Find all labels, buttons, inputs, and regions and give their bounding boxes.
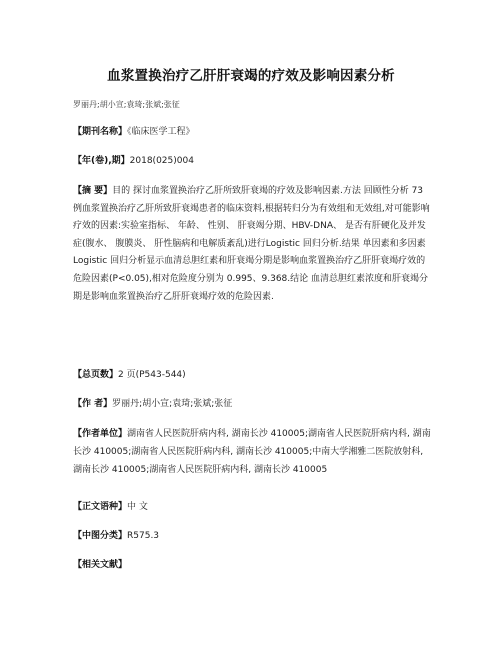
organization-label: 【作者单位】 [73,429,128,439]
year-issue-label: 【年(卷),期】 [73,156,130,166]
related-literature-label: 【相关文献】 [73,560,128,570]
classification-field [73,528,433,546]
authors-value: 罗丽丹;胡小宣;袁琦;张斌;张征 [112,399,233,409]
journal-value: 《临床医学工程》 [127,127,195,137]
language-label: 【正文语种】 [73,502,128,512]
year-issue-field [73,153,433,171]
abstract-text: 目的 探讨血浆置换治疗乙肝所致肝衰竭的疗效及影响因素.方法 回顾性分析 73 例血浆置换治疗乙肝所致肝衰竭患者的临床资料,根据转归分为有效组和无效组,对可能影响疗效的因素:实验室指标、 年龄、 性别、 肝衰竭分期、HBV-DNA、 是否有肝硬化及并发症(腹水、 腹膜炎、 肝性脑病和电解质紊乱)进行Logistic 回归分析.结果 单因素和多因素 Logistic 回归分析显示血清总胆红素和肝衰竭分期是影响血浆置换治疗乙肝肝衰竭疗效的危险因素(P<0.05),相对危险度分别为 0.995、9.368.结论 血清总胆红素浓度和肝衰竭分期是影响血浆置换治疗乙肝肝衰竭疗效的危险因素. [73,186,430,302]
author-list: 罗丽丹;胡小宣;袁琦;张斌;张征 [73,100,180,109]
organization-field [73,426,433,479]
language-value: 中 文 [127,502,148,512]
journal-label: 【期刊名称】 [73,127,128,137]
pages-label: 【总页数】 [73,370,119,380]
article-title: 血浆置换治疗乙肝肝衰竭的疗效及影响因素分析 [107,68,395,84]
authors-field [73,396,433,414]
abstract-field [73,183,433,306]
pages-field [73,367,433,385]
related-literature-field [73,557,433,575]
pages-value: 2 页(P543-544) [118,370,186,380]
year-issue-value: 2018(025)004 [129,156,194,166]
journal-field [73,124,433,142]
authors-label: 【作 者】 [73,399,113,409]
classification-value: R575.3 [127,531,160,541]
language-field [73,499,433,517]
classification-label: 【中图分类】 [73,531,128,541]
organization-value: 湖南省人民医院肝病内科, 湖南长沙 410005;湖南省人民医院肝病内科, 湖南长沙 410005;湖南省人民医院肝病内科, 湖南长沙 410005;中南大学湘雅二医院放射科, 湖南长沙 410005;湖南省人民医院肝病内科, 湖南长沙 410005 [73,429,431,475]
abstract-label: 【摘 要】 [73,186,113,196]
